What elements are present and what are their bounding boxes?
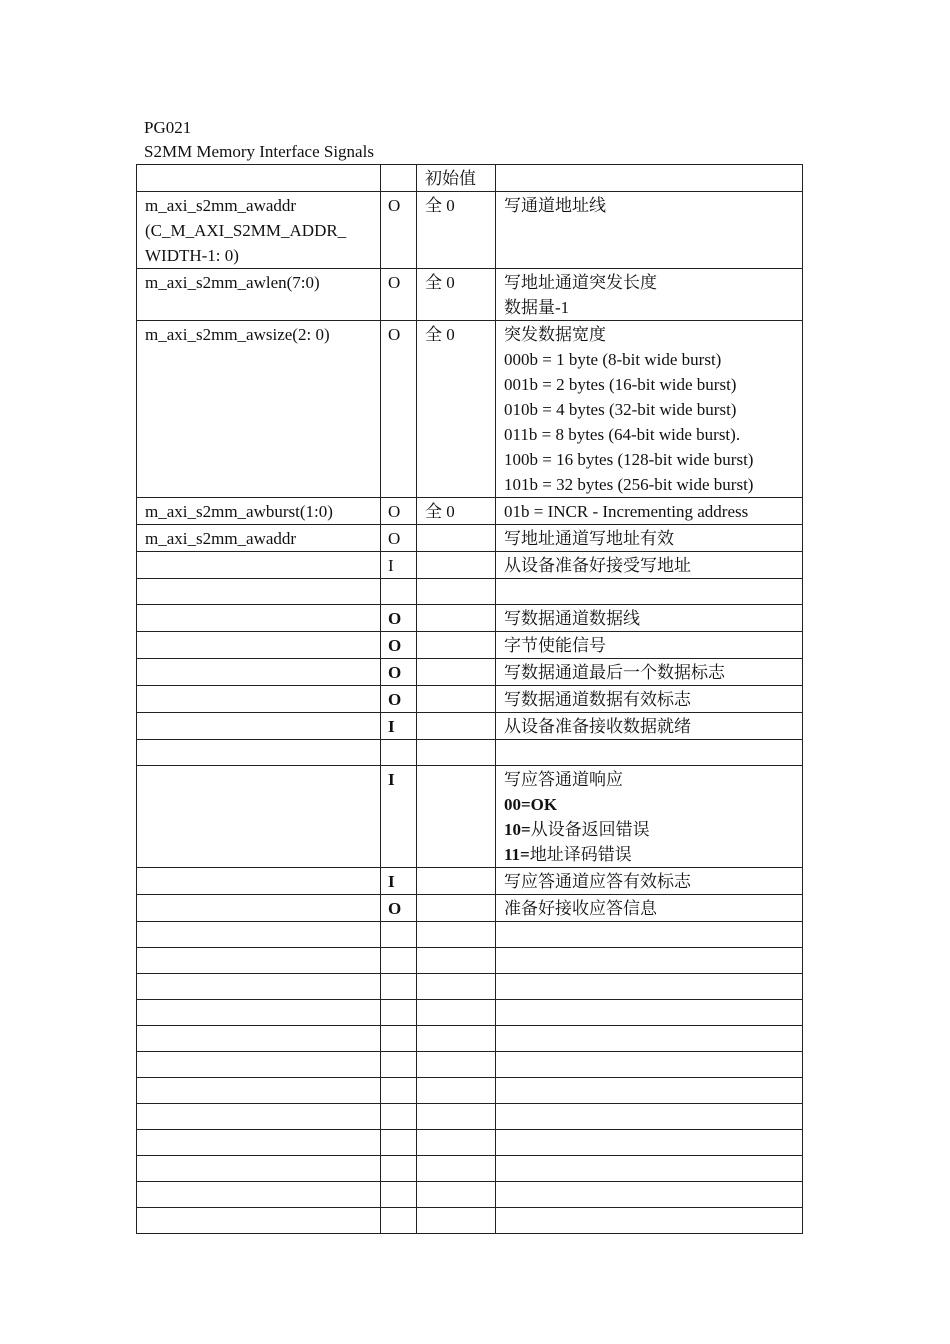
- direction-cell: O: [381, 269, 417, 321]
- description-line: [504, 606, 794, 631]
- initial-value-cell: [417, 740, 496, 766]
- signal-name-cell: [137, 498, 381, 525]
- signal-name-cell: [137, 321, 381, 498]
- description-text: 数据量-1: [504, 298, 570, 317]
- signal-name: (C_M_AXI_S2MM_ADDR_: [145, 221, 347, 240]
- empty-cell-initial-value: [417, 1052, 496, 1078]
- description-text: 101b = 32 bytes (256-bit wide burst): [504, 475, 754, 494]
- initial-value-cell: [417, 579, 496, 605]
- description-text: 从设备准备好接受写地址: [504, 556, 691, 575]
- empty-cell-initial-value: [417, 974, 496, 1000]
- signal-name-cell: [137, 192, 381, 269]
- description-line: [504, 896, 794, 921]
- description-line: [504, 817, 794, 842]
- description-line: [504, 687, 794, 712]
- empty-table-row: [137, 948, 803, 974]
- description-cell: [496, 766, 803, 868]
- description-text: 从设备准备接收数据就绪: [504, 717, 691, 736]
- empty-table-row: [137, 974, 803, 1000]
- description-cell: [496, 740, 803, 766]
- signal-name-cell: [137, 895, 381, 922]
- description-line: [504, 372, 794, 397]
- description-line: [504, 447, 794, 472]
- direction-cell: I: [381, 766, 417, 868]
- direction-cell: O: [381, 321, 417, 498]
- empty-cell-initial-value: [417, 1156, 496, 1182]
- table-row: [137, 686, 803, 713]
- description-cell: [496, 895, 803, 922]
- description-text: 写数据通道数据有效标志: [504, 690, 691, 709]
- empty-cell-direction: [381, 1104, 417, 1130]
- empty-table-row: [137, 1000, 803, 1026]
- description-cell: [496, 192, 803, 269]
- signal-name: m_axi_s2mm_awsize(2: 0): [145, 325, 330, 344]
- document-title: PG021: [144, 118, 192, 137]
- empty-table-row: [137, 1104, 803, 1130]
- description-line: [504, 270, 794, 295]
- description-line: [504, 842, 794, 867]
- empty-cell-initial-value: [417, 1208, 496, 1234]
- description-text: 011b = 8 bytes (64-bit wide burst).: [504, 425, 741, 444]
- initial-value-cell: [417, 766, 496, 868]
- description-line: [504, 499, 794, 524]
- description-text: 写应答通道应答有效标志: [504, 872, 691, 891]
- table-row: [137, 632, 803, 659]
- empty-cell-initial-value: [417, 1182, 496, 1208]
- initial-value-cell: 全 0: [417, 269, 496, 321]
- empty-cell-direction: [381, 1182, 417, 1208]
- table-row: [137, 552, 803, 579]
- description-cell: [496, 686, 803, 713]
- empty-cell-signal: [137, 1182, 381, 1208]
- description-code: 10=: [504, 820, 531, 839]
- signal-name: m_axi_s2mm_awaddr: [145, 529, 297, 548]
- description-line: [504, 295, 794, 320]
- table-row: [137, 498, 803, 525]
- empty-cell-description: [496, 922, 803, 948]
- table-row: [137, 525, 803, 552]
- empty-table-row: [137, 1182, 803, 1208]
- signal-name-cell: [137, 659, 381, 686]
- direction-cell: O: [381, 192, 417, 269]
- table-row: [137, 321, 803, 498]
- empty-cell-description: [496, 974, 803, 1000]
- description-cell: [496, 713, 803, 740]
- empty-cell-description: [496, 948, 803, 974]
- empty-cell-description: [496, 1130, 803, 1156]
- initial-value-cell: [417, 713, 496, 740]
- signal-name-cell: [137, 632, 381, 659]
- description-line: [504, 633, 794, 658]
- description-line: [504, 714, 794, 739]
- empty-cell-direction: [381, 1156, 417, 1182]
- empty-table-row: [137, 1078, 803, 1104]
- table-row: [137, 605, 803, 632]
- empty-cell-description: [496, 1052, 803, 1078]
- direction-cell: [381, 740, 417, 766]
- document-subtitle: S2MM Memory Interface Signals: [144, 142, 374, 161]
- empty-cell-description: [496, 1104, 803, 1130]
- table-row: [137, 192, 803, 269]
- direction-cell: [381, 579, 417, 605]
- description-line: [504, 193, 794, 218]
- description-text: 写数据通道数据线: [504, 609, 640, 628]
- description-text: 000b = 1 byte (8-bit wide burst): [504, 350, 722, 369]
- description-line: [504, 347, 794, 372]
- empty-cell-description: [496, 1156, 803, 1182]
- direction-cell: I: [381, 552, 417, 579]
- signal-name-cell: [137, 552, 381, 579]
- empty-table-row: [137, 922, 803, 948]
- description-cell: [496, 632, 803, 659]
- header-cell-initial-value: 初始值: [417, 165, 496, 192]
- description-line: [504, 869, 794, 894]
- empty-cell-initial-value: [417, 1078, 496, 1104]
- description-cell: [496, 269, 803, 321]
- empty-cell-signal: [137, 1078, 381, 1104]
- description-cell: [496, 498, 803, 525]
- description-text: 010b = 4 bytes (32-bit wide burst): [504, 400, 737, 419]
- initial-value-cell: [417, 868, 496, 895]
- direction-cell: O: [381, 632, 417, 659]
- empty-cell-signal: [137, 1156, 381, 1182]
- description-text: 字节使能信号: [504, 636, 606, 655]
- initial-value-cell: 全 0: [417, 498, 496, 525]
- description-text: 01b = INCR - Incrementing address: [504, 502, 749, 521]
- empty-cell-direction: [381, 1000, 417, 1026]
- direction-cell: O: [381, 686, 417, 713]
- empty-cell-direction: [381, 1130, 417, 1156]
- empty-table-row: [137, 1208, 803, 1234]
- empty-cell-initial-value: [417, 1000, 496, 1026]
- signal-name-cell: [137, 579, 381, 605]
- table-row: [137, 659, 803, 686]
- initial-value-cell: [417, 525, 496, 552]
- initial-value-cell: [417, 632, 496, 659]
- description-text: 写通道地址线: [504, 196, 606, 215]
- initial-value-cell: 全 0: [417, 192, 496, 269]
- empty-cell-direction: [381, 1078, 417, 1104]
- direction-cell: O: [381, 498, 417, 525]
- empty-cell-description: [496, 1208, 803, 1234]
- description-line: [504, 792, 794, 817]
- description-text: 准备好接收应答信息: [504, 899, 657, 918]
- empty-cell-direction: [381, 1026, 417, 1052]
- direction-cell: O: [381, 895, 417, 922]
- empty-table-row: [137, 1052, 803, 1078]
- signal-name-cell: [137, 686, 381, 713]
- description-text: 突发数据宽度: [504, 325, 606, 344]
- signal-name-cell: [137, 269, 381, 321]
- initial-value-cell: [417, 659, 496, 686]
- direction-cell: O: [381, 605, 417, 632]
- description-text: 001b = 2 bytes (16-bit wide burst): [504, 375, 737, 394]
- description-line: [504, 397, 794, 422]
- empty-cell-initial-value: [417, 948, 496, 974]
- signal-name-cell: [137, 605, 381, 632]
- table-row: [137, 579, 803, 605]
- empty-table-row: [137, 1156, 803, 1182]
- header-cell-description: [496, 165, 803, 192]
- empty-cell-initial-value: [417, 1104, 496, 1130]
- description-text: 从设备返回错误: [530, 820, 650, 839]
- initial-value-cell: 全 0: [417, 321, 496, 498]
- empty-cell-description: [496, 1026, 803, 1052]
- signal-table: [136, 164, 803, 1234]
- signal-name: m_axi_s2mm_awlen(7:0): [145, 273, 320, 292]
- empty-table-row: [137, 1130, 803, 1156]
- description-cell: [496, 605, 803, 632]
- description-cell: [496, 525, 803, 552]
- description-cell: [496, 321, 803, 498]
- direction-cell: I: [381, 713, 417, 740]
- empty-cell-signal: [137, 948, 381, 974]
- description-text: 写地址通道突发长度: [504, 273, 657, 292]
- signal-name-cell: [137, 713, 381, 740]
- empty-cell-direction: [381, 948, 417, 974]
- signal-name: m_axi_s2mm_awaddr: [145, 196, 297, 215]
- description-cell: [496, 552, 803, 579]
- direction-cell: I: [381, 868, 417, 895]
- description-cell: [496, 579, 803, 605]
- signal-name: m_axi_s2mm_awburst(1:0): [145, 502, 333, 521]
- initial-value-cell: [417, 895, 496, 922]
- empty-cell-signal: [137, 1026, 381, 1052]
- description-text: 写数据通道最后一个数据标志: [504, 663, 725, 682]
- header-cell-signal: [137, 165, 381, 192]
- description-code: 00=OK: [504, 795, 558, 814]
- empty-cell-description: [496, 1078, 803, 1104]
- description-text: 写地址通道写地址有效: [504, 529, 674, 548]
- empty-cell-initial-value: [417, 922, 496, 948]
- empty-cell-direction: [381, 1052, 417, 1078]
- signal-name-cell: [137, 740, 381, 766]
- description-line: [504, 526, 794, 551]
- description-text: 100b = 16 bytes (128-bit wide burst): [504, 450, 754, 469]
- signal-name-cell: [137, 766, 381, 868]
- description-text: 写应答通道响应: [504, 770, 623, 789]
- description-cell: [496, 659, 803, 686]
- description-line: [504, 422, 794, 447]
- description-line: [504, 553, 794, 578]
- initial-value-cell: [417, 552, 496, 579]
- direction-cell: O: [381, 525, 417, 552]
- table-row: [137, 713, 803, 740]
- empty-cell-signal: [137, 1052, 381, 1078]
- empty-cell-signal: [137, 922, 381, 948]
- signal-name-cell: [137, 868, 381, 895]
- empty-cell-description: [496, 1000, 803, 1026]
- table-row: [137, 895, 803, 922]
- header-cell-direction: [381, 165, 417, 192]
- empty-cell-direction: [381, 1208, 417, 1234]
- empty-cell-direction: [381, 922, 417, 948]
- table-row: [137, 766, 803, 868]
- table-row: [137, 269, 803, 321]
- empty-cell-description: [496, 1182, 803, 1208]
- empty-cell-direction: [381, 974, 417, 1000]
- table-row: [137, 740, 803, 766]
- initial-value-cell: [417, 605, 496, 632]
- description-cell: [496, 868, 803, 895]
- description-line: [504, 322, 794, 347]
- table-row: [137, 868, 803, 895]
- empty-cell-initial-value: [417, 1130, 496, 1156]
- empty-table-row: [137, 1026, 803, 1052]
- description-line: [504, 472, 794, 497]
- signal-name-cell: [137, 525, 381, 552]
- description-text: 地址译码错误: [529, 845, 632, 864]
- description-line: [504, 767, 794, 792]
- empty-cell-signal: [137, 974, 381, 1000]
- direction-cell: O: [381, 659, 417, 686]
- initial-value-cell: [417, 686, 496, 713]
- table-header-row: [137, 165, 803, 192]
- signal-table-body: [137, 165, 803, 1234]
- signal-name: WIDTH-1: 0): [145, 246, 239, 265]
- empty-cell-initial-value: [417, 1026, 496, 1052]
- empty-cell-signal: [137, 1000, 381, 1026]
- empty-cell-signal: [137, 1130, 381, 1156]
- empty-cell-signal: [137, 1104, 381, 1130]
- empty-cell-signal: [137, 1208, 381, 1234]
- description-code: 11=: [504, 845, 530, 864]
- description-line: [504, 660, 794, 685]
